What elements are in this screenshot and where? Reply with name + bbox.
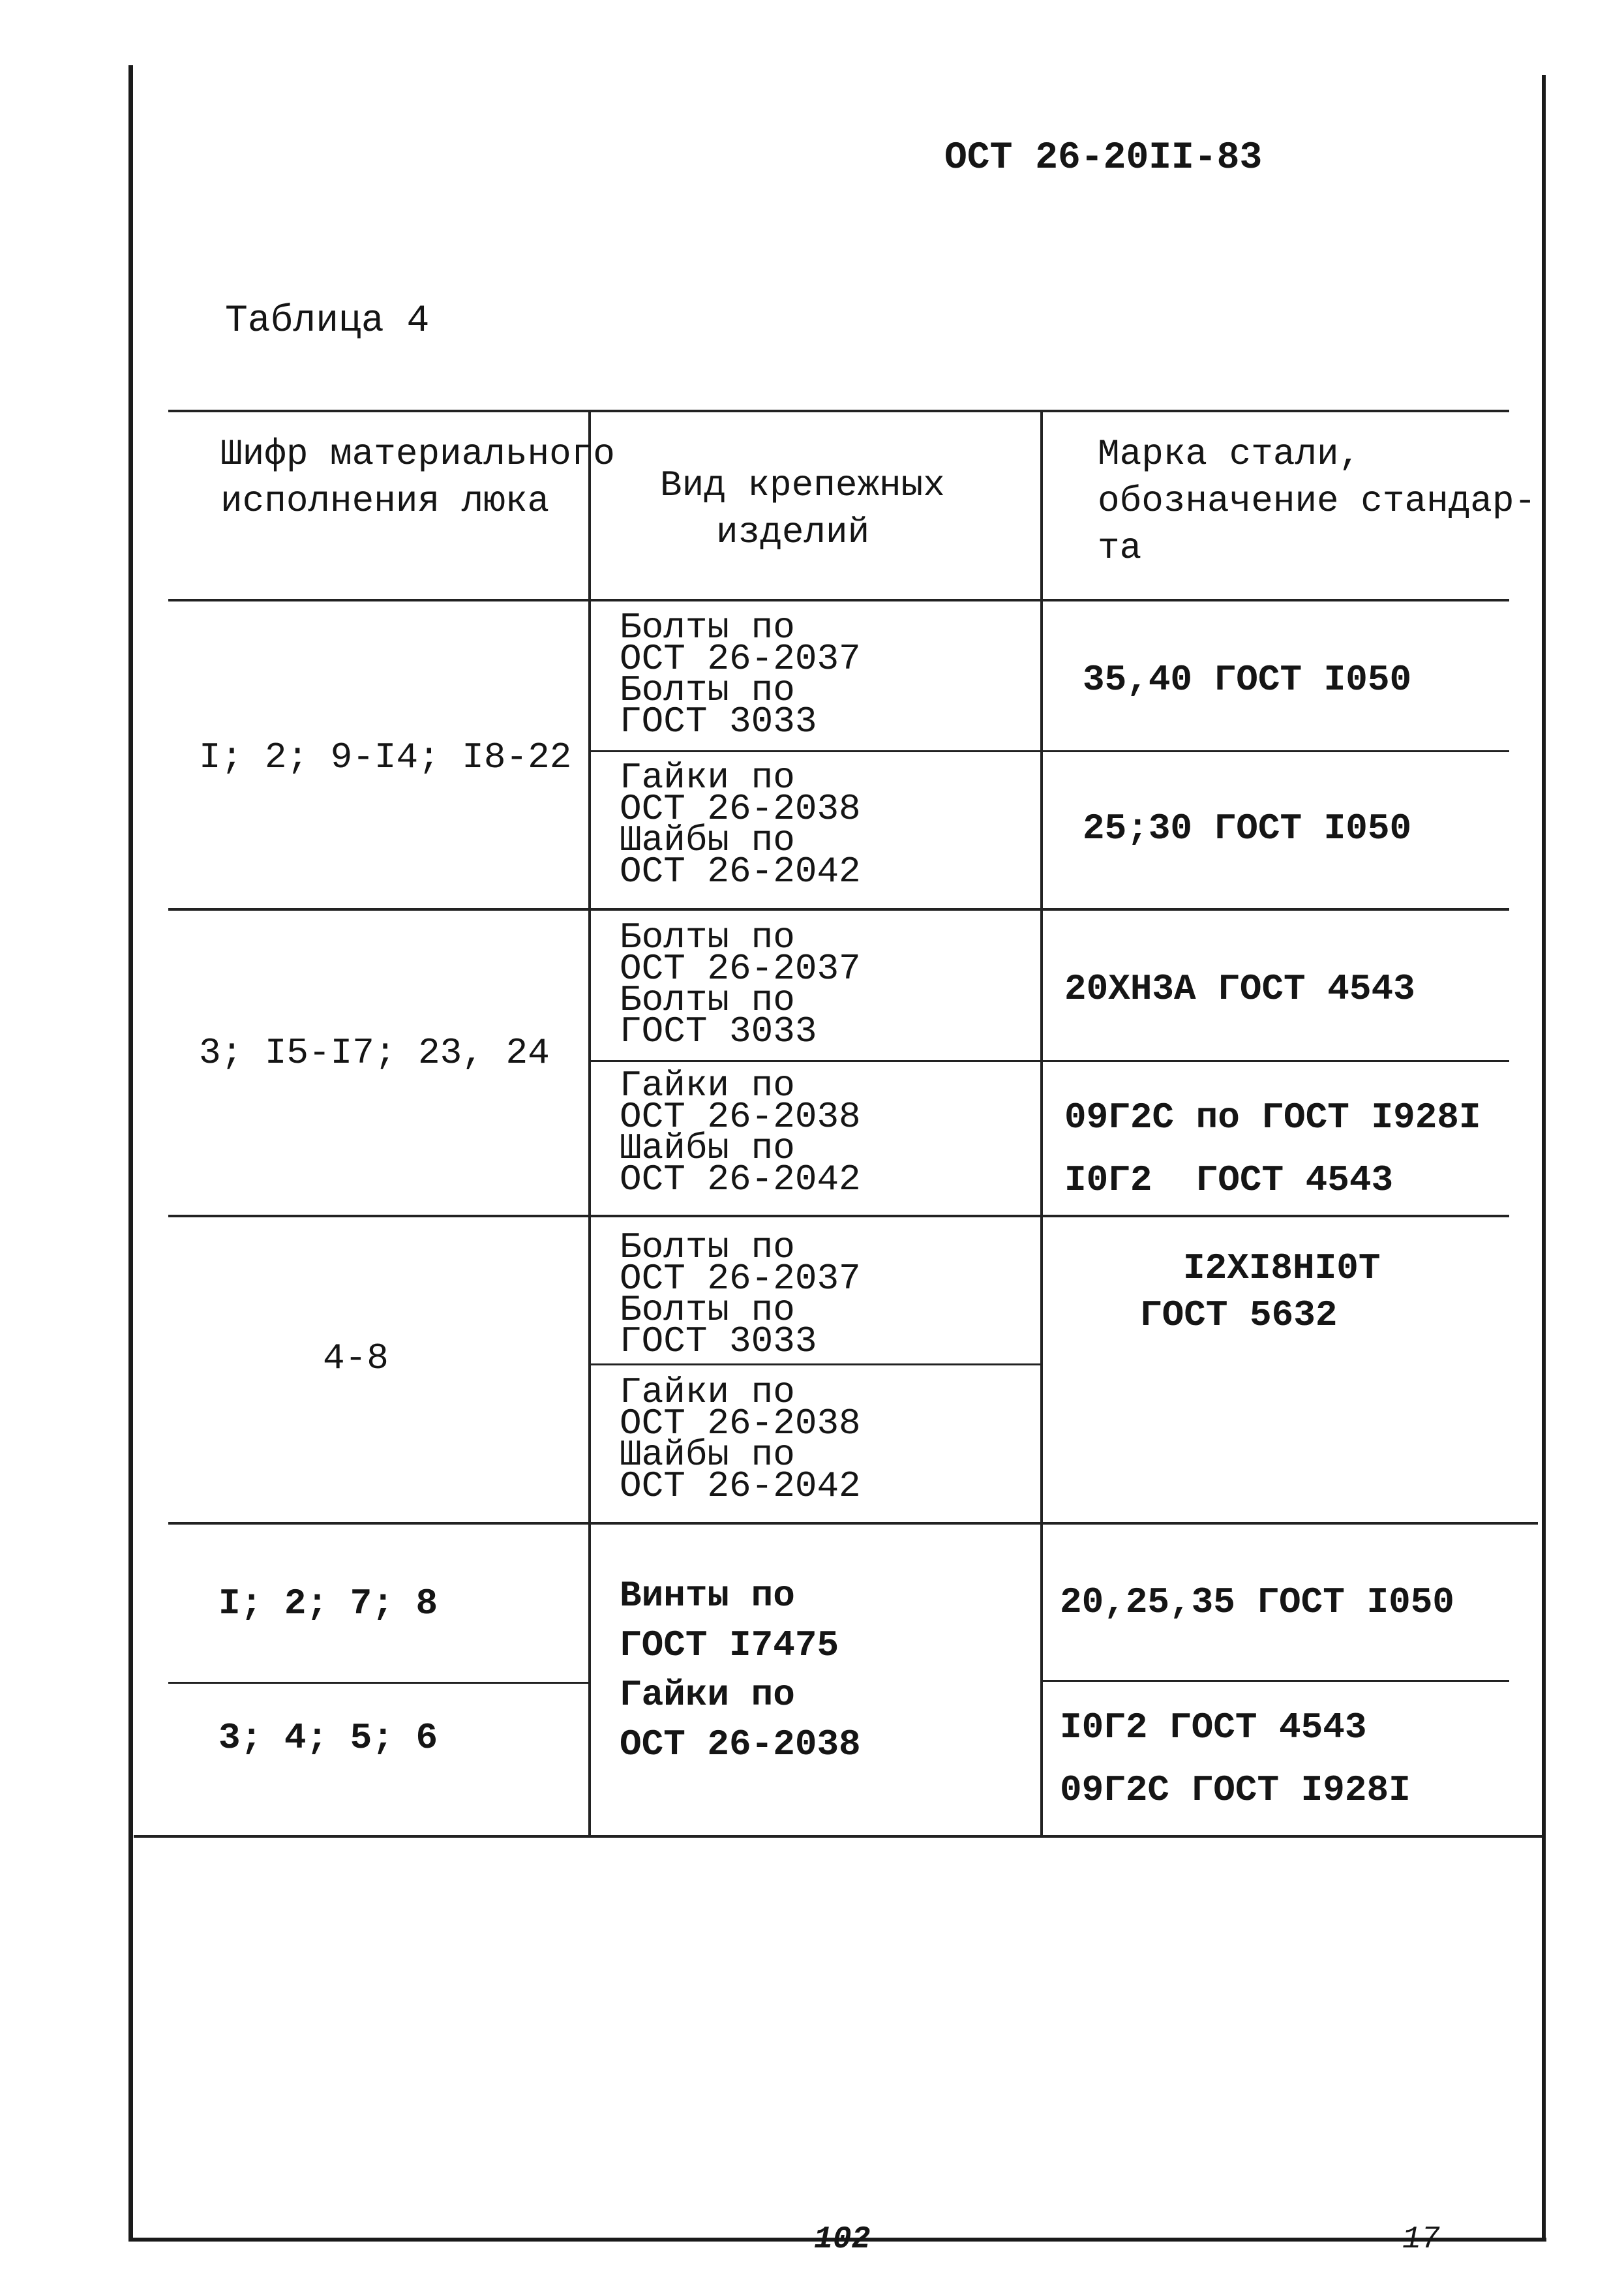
row4-steel-split-rule — [1042, 1680, 1509, 1682]
row2b-steel-line1: 09Г2С по ГОСТ I928I — [1064, 1097, 1481, 1138]
row1b-item-line2: ОСТ 26-2038 — [620, 788, 861, 830]
row4-item-line1: Винты по — [620, 1575, 795, 1617]
row3a-item-line1: Болты по — [620, 1226, 795, 1268]
row2-split-rule — [590, 1060, 1509, 1062]
row2a-item-line2: ОСТ 26-2037 — [620, 948, 861, 990]
header-col3-line3: та — [1098, 527, 1142, 569]
row3-bottom-rule — [168, 1522, 1538, 1525]
row1-items-a — [620, 607, 861, 742]
row2-bottom-rule — [168, 1215, 1509, 1217]
header-col1-line2: исполнения люка — [220, 480, 550, 522]
header-col3-line2: обозначение стандар- — [1098, 480, 1537, 522]
sheet-number-right: 17 — [1402, 2222, 1440, 2257]
row4-item-line2: ГОСТ I7475 — [620, 1624, 839, 1666]
row2b-item-line4: ОСТ 26-2042 — [620, 1159, 861, 1200]
row2-steel-a: 20ХН3А ГОСТ 4543 — [1064, 968, 1415, 1010]
row4-steel-b — [1060, 1696, 1411, 1821]
table-top-rule — [168, 410, 1509, 412]
header-col2-line2: изделий — [716, 511, 870, 553]
header-col2 — [660, 462, 945, 556]
row3-split-rule — [590, 1363, 1042, 1365]
row3b-item-line4: ОСТ 26-2042 — [620, 1465, 861, 1507]
row2b-item-line3: Шайбы по — [620, 1127, 795, 1169]
row1-code: I; 2; 9-I4; I8-22 — [199, 737, 572, 778]
row1b-item-line3: Шайбы по — [620, 819, 795, 861]
row2-steel-b — [1064, 1086, 1481, 1211]
row2-items-b — [620, 1065, 861, 1200]
row3-items-b — [620, 1371, 861, 1507]
row1-steel-a: 35,40 ГОСТ I050 — [1083, 659, 1412, 701]
row1-steel-b: 25;30 ГОСТ I050 — [1083, 808, 1412, 849]
row1a-item-line4: ГОСТ 3033 — [620, 701, 817, 742]
row4-item-line4: ОСТ 26-2038 — [620, 1724, 861, 1765]
row3-steel — [1140, 1245, 1380, 1339]
header-col3-line1: Марка стали, — [1098, 433, 1361, 475]
row2-items-a — [620, 917, 861, 1052]
header-col2-line1: Вид крепежных — [660, 464, 945, 506]
row1-bottom-rule — [168, 908, 1509, 911]
row2a-item-line4: ГОСТ 3033 — [620, 1011, 817, 1052]
document-code: ОСТ 26-20II-83 — [944, 137, 1263, 179]
row1a-item-line3: Болты по — [620, 669, 795, 711]
row2b-item-line1: Гайки по — [620, 1065, 795, 1106]
row3-steel-line1: I2ХI8НI0Т — [1183, 1247, 1381, 1289]
row1a-item-line1: Болты по — [620, 607, 795, 648]
header-col1-line1: Шифр материального — [220, 433, 615, 475]
col2-divider — [1040, 410, 1043, 1835]
row4b-steel-line1: I0Г2 ГОСТ 4543 — [1060, 1707, 1367, 1748]
row1b-item-line1: Гайки по — [620, 757, 795, 799]
row2-code: 3; I5-I7; 23, 24 — [199, 1032, 550, 1074]
row3b-item-line1: Гайки по — [620, 1371, 795, 1413]
header-col3 — [1098, 431, 1536, 571]
row2b-steel-line2: I0Г2 ГОСТ 4543 — [1064, 1159, 1394, 1201]
row3a-item-line3: Болты по — [620, 1289, 795, 1331]
row1b-item-line4: ОСТ 26-2042 — [620, 851, 861, 892]
row4-code-b: 3; 4; 5; 6 — [218, 1717, 438, 1759]
row3a-item-line2: ОСТ 26-2037 — [620, 1258, 861, 1300]
row4-item-line3: Гайки по — [620, 1674, 795, 1716]
frame-left-border — [128, 65, 133, 2241]
row3-items-a — [620, 1226, 861, 1362]
row1a-item-line2: ОСТ 26-2037 — [620, 638, 861, 680]
row3-steel-line2: ГОСТ 5632 — [1140, 1294, 1338, 1336]
sheet-number-left: 102 — [814, 2222, 871, 2257]
frame-right-border — [1542, 75, 1546, 2238]
row4-steel-a: 20,25,35 ГОСТ I050 — [1060, 1581, 1454, 1623]
row4-code-split-rule — [168, 1682, 591, 1684]
row4-code-a: I; 2; 7; 8 — [218, 1583, 438, 1624]
row4b-steel-line2: 09Г2С ГОСТ I928I — [1060, 1769, 1411, 1811]
row3a-item-line4: ГОСТ 3033 — [620, 1320, 817, 1362]
table-bottom-rule — [134, 1835, 1542, 1838]
table-title: Таблица 4 — [225, 300, 430, 342]
row2a-item-line3: Болты по — [620, 979, 795, 1021]
row3b-item-line2: ОСТ 26-2038 — [620, 1403, 861, 1444]
row1-items-b — [620, 757, 861, 892]
row2a-item-line1: Болты по — [620, 917, 795, 958]
row3-code: 4-8 — [323, 1337, 389, 1379]
row4-items — [620, 1571, 861, 1769]
row3b-item-line3: Шайбы по — [620, 1434, 795, 1476]
header-rule — [168, 599, 1509, 601]
row2b-item-line2: ОСТ 26-2038 — [620, 1096, 861, 1138]
row1-split-rule — [590, 750, 1509, 752]
col1-divider — [588, 410, 591, 1835]
header-col1 — [220, 431, 615, 525]
